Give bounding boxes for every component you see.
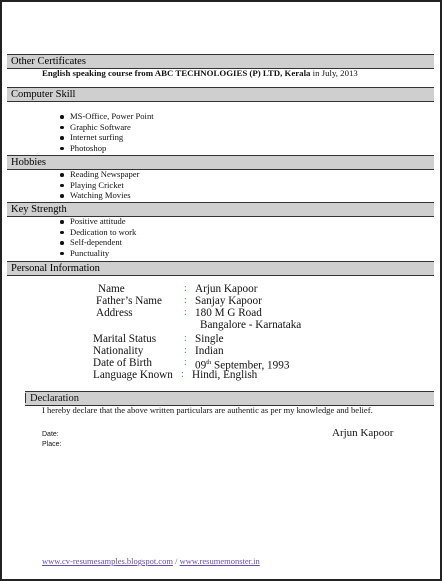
dob-day: 09 — [195, 359, 207, 372]
section-title: Personal Information — [11, 263, 100, 274]
certificate-suffix: in July, 2013 — [310, 68, 358, 78]
certificate-company: ABC TECHNOLOGIES (P) LTD, Kerala — [154, 68, 311, 78]
certificate-prefix: English speaking course from — [42, 68, 155, 78]
father-name-value: Sanjay Kapoor — [195, 295, 262, 307]
list-item: Self-dependent — [58, 237, 136, 248]
key-strength-list — [58, 216, 136, 258]
list-item: MS-Office, Power Point — [58, 111, 154, 122]
colon-icon: : — [184, 283, 187, 294]
list-item: Graphic Software — [58, 122, 154, 133]
dob-rest: September, 1993 — [211, 359, 290, 372]
dob-ordinal: th — [206, 359, 212, 366]
list-item: Positive attitude — [58, 216, 136, 227]
colon-icon: : — [184, 357, 187, 368]
nationality-value: Indian — [195, 345, 224, 357]
section-header-computer-skill — [7, 87, 434, 102]
list-item: Photoshop — [58, 143, 154, 154]
section-header-hobbies — [7, 155, 434, 170]
section-header-declaration — [25, 391, 434, 406]
list-item: Internet surfing — [58, 132, 154, 143]
section-header-key-strength — [7, 202, 434, 217]
colon-icon: : — [184, 295, 187, 306]
language-label: Language Known — [93, 369, 173, 381]
list-item: Watching Movies — [58, 190, 139, 201]
father-name-label: Father’s Name — [96, 295, 162, 307]
footer-link-cv-resumesamples[interactable]: www.cv-resumesamples.blogspot.com — [42, 556, 173, 566]
language-value: Hindi, English — [192, 369, 258, 381]
footer-link-resumemonster[interactable]: www.resumemonster.in — [179, 556, 260, 566]
name-value: Arjun Kapoor — [195, 283, 258, 295]
list-item: Punctuality — [58, 248, 136, 259]
section-title: Other Certificates — [11, 56, 86, 67]
section-title: Hobbies — [11, 157, 46, 168]
section-title: Key Strength — [11, 204, 67, 215]
declaration-text: I hereby declare that the above written particulars are authentic as per my knowledge and belief. — [42, 405, 373, 415]
marital-status-value: Single — [195, 333, 224, 345]
colon-icon: : — [184, 333, 187, 344]
colon-icon: : — [184, 307, 187, 318]
computer-skill-list — [58, 111, 154, 153]
dob-label: Date of Birth — [93, 357, 153, 369]
divider — [25, 393, 26, 403]
place-label: Place: — [42, 441, 62, 448]
section-title: Computer Skill — [11, 89, 76, 100]
address-line-2: Bangalore - Karnataka — [200, 319, 302, 331]
address-line-1: 180 M G Road — [195, 307, 262, 319]
list-item: Playing Cricket — [58, 180, 139, 191]
section-header-personal-information — [7, 261, 434, 276]
list-item: Reading Newspaper — [58, 169, 139, 180]
list-item: Dedication to work — [58, 227, 136, 238]
colon-icon: : — [184, 345, 187, 356]
colon-icon: : — [181, 369, 184, 380]
marital-status-label: Marital Status — [93, 333, 157, 345]
nationality-label: Nationality — [93, 345, 144, 357]
section-header-other-certificates — [7, 54, 434, 69]
certificate-line — [42, 68, 358, 79]
footer-links — [42, 556, 260, 566]
hobbies-list — [58, 169, 139, 201]
signature-name: Arjun Kapoor — [332, 427, 394, 439]
name-label: Name — [98, 283, 125, 295]
address-label: Address — [96, 307, 133, 319]
section-title: Declaration — [30, 393, 79, 404]
date-label: Date: — [42, 431, 59, 438]
footer-separator: / — [172, 556, 180, 566]
